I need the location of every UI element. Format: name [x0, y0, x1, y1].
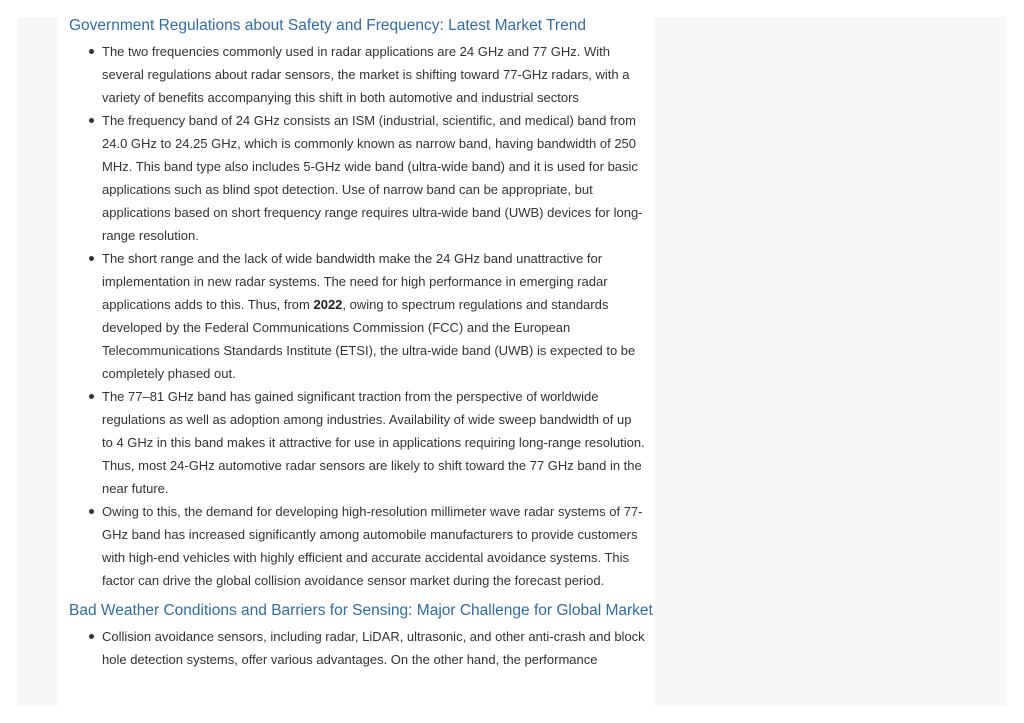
challenges-bullet-list [57, 625, 655, 671]
article-content [57, 0, 655, 723]
list-item: The 77–81 GHz band has gained significant traction from the perspective of worldwide regulations as well as adoption among industries. Availability of wide sweep bandwidth of up to 4 GHz in this band makes it attractive for use in applications requiring long-range resolution. Thus, most 24-GHz automotive radar sensors are likely to shift toward the 77 GHz band in the near future. [102, 385, 655, 500]
right-sidebar [655, 17, 1006, 706]
list-item: The frequency band of 24 GHz consists an ISM (industrial, scientific, and medical) band from 24.0 GHz to 24.25 GHz, which is commonly known as narrow band, having bandwidth of 250 MHz. This band type also includes 5-GHz wide band (ultra-wide band) and it is used for basic applications such as blind spot detection. Use of narrow band can be appropriate, but applications based on short frequency range requires ultra-wide band (UWB) devices for long-range resolution. [102, 109, 655, 247]
list-item: Owing to this, the demand for developing high-resolution millimeter wave radar systems of 77-GHz band has increased significantly among automobile manufacturers to provide customers with high-end vehicles with highly efficient and accurate accidental avoidance systems. This factor can drive the global collision avoidance sensor market during the forecast period. [102, 500, 655, 592]
list-item-text: , owing to spectrum regulations and standards developed by the Federal Communications Commission (FCC) and the European Telecommunications Standards Institute (ETSI), the ultra-wide band (UWB) is expected to be completely phased out. [102, 297, 636, 381]
list-item: The two frequencies commonly used in radar applications are 24 GHz and 77 GHz. With several regulations about radar sensors, the market is shifting toward 77-GHz radars, with a variety of benefits accompanying this shift in both automotive and industrial sectors [102, 40, 655, 109]
section-heading-regulations: Government Regulations about Safety and Frequency: Latest Market Trend [69, 17, 586, 34]
left-gutter [17, 17, 57, 706]
list-item [102, 247, 655, 385]
list-item: Collision avoidance sensors, including radar, LiDAR, ultrasonic, and other anti-crash and block hole detection systems, offer various advantages. On the other hand, the performance [102, 625, 655, 671]
list-item-text: The short range and the lack of wide bandwidth make the 24 GHz band unattractive for implementation in new radar systems. The need for high performance in emerging radar applications adds to this. Thus, from [102, 251, 608, 312]
section-heading-challenges: Bad Weather Conditions and Barriers for Sensing: Major Challenge for Global Market [69, 602, 653, 619]
year-highlight: 2022 [313, 297, 343, 312]
regulations-bullet-list [57, 40, 655, 592]
